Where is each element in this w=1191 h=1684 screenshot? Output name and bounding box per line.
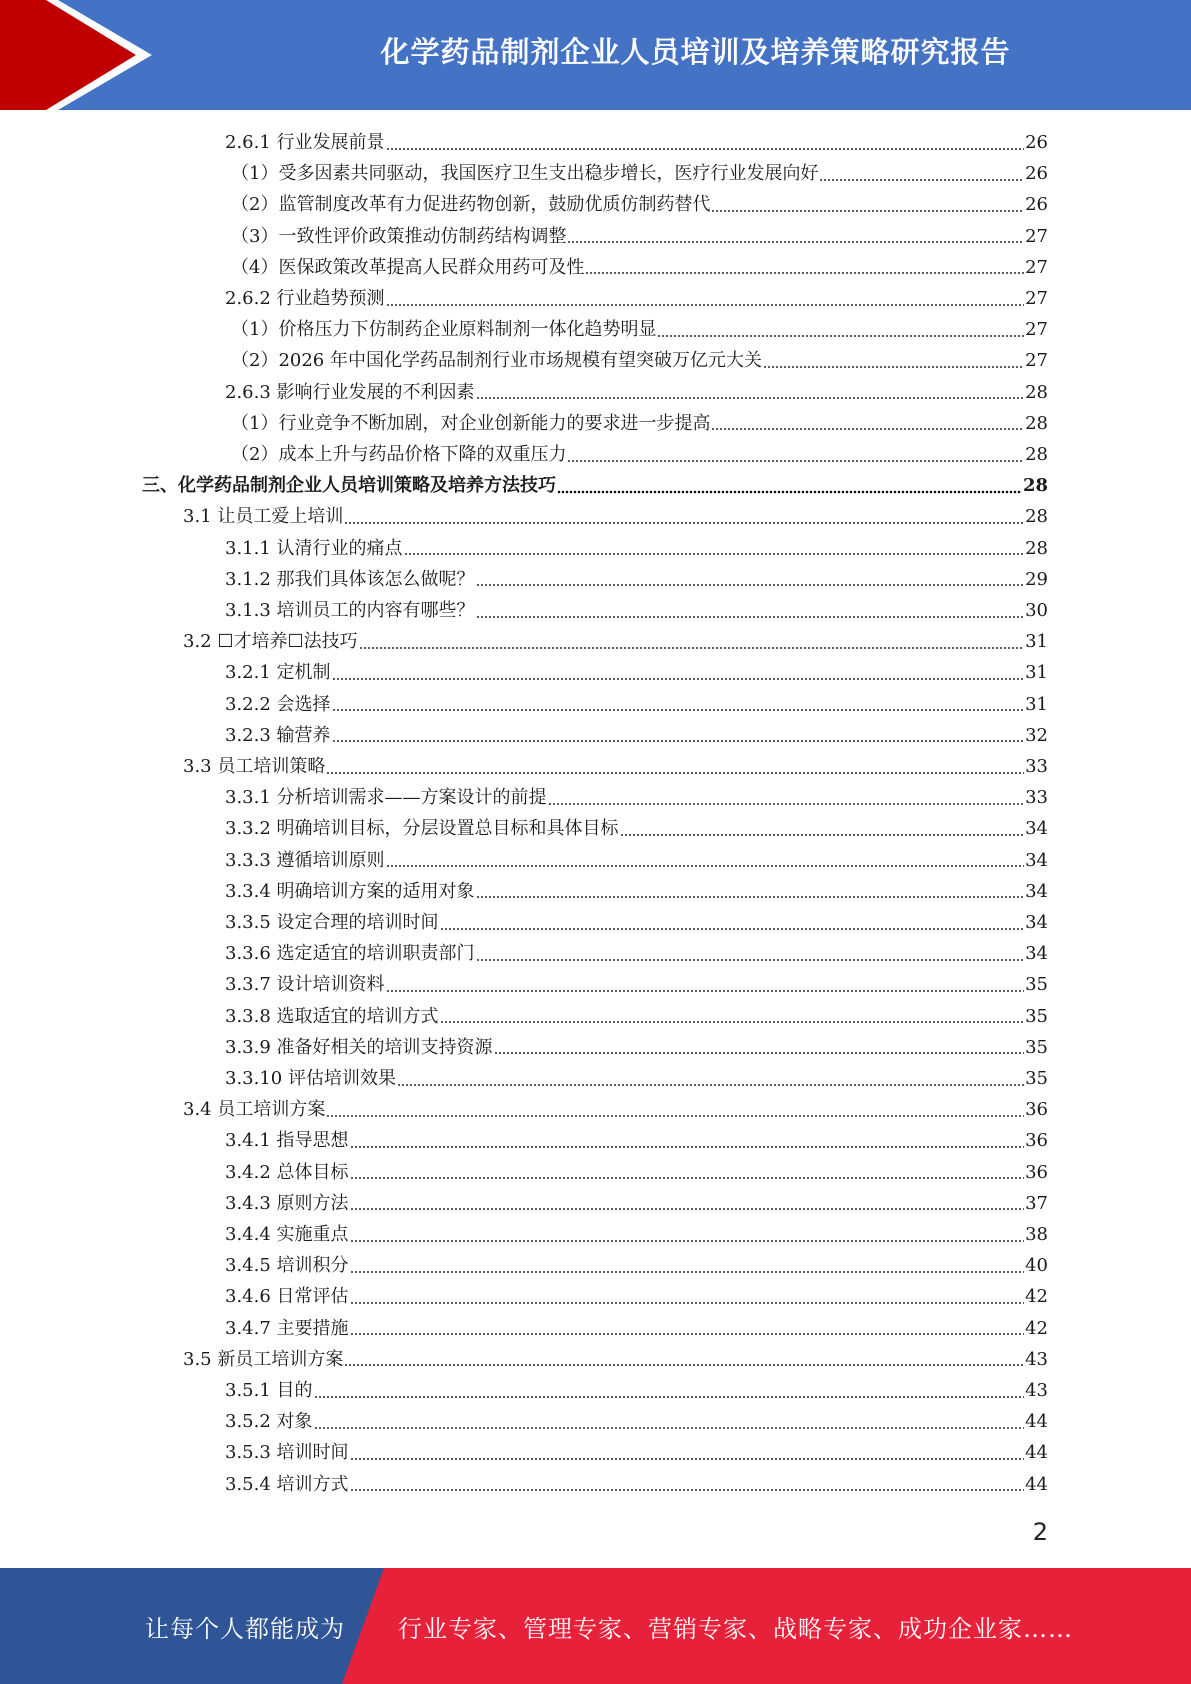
header-banner (0, 0, 1191, 110)
toc-entry-page: 26 (1025, 163, 1048, 185)
toc-entry[interactable] (225, 1250, 1048, 1281)
toc-entry-page: 27 (1025, 288, 1048, 309)
toc-entry-page: 34 (1025, 880, 1048, 902)
toc-entry-title: 3.3.4 明确培训方案的适用对象 (225, 880, 475, 902)
toc-entry[interactable] (231, 314, 1048, 345)
toc-dot-leader (332, 738, 1025, 744)
toc-entry-title: 三、化学药品制剂企业人员培训策略及培养方法技巧 (142, 475, 556, 497)
toc-entry-page: 26 (1025, 132, 1048, 153)
toc-entry-title: 3.1.1 认清行业的痛点 (225, 537, 403, 559)
toc-entry-title: 3.4.6 日常评估 (225, 1286, 349, 1308)
toc-entry[interactable] (231, 408, 1048, 439)
toc-entry-page: 28 (1022, 475, 1048, 497)
toc-entry-page: 34 (1025, 943, 1048, 965)
toc-entry[interactable] (225, 689, 1048, 720)
toc-dot-leader (386, 302, 1025, 308)
toc-entry-title: 3.3.2 明确培训目标，分层设置总目标和具体目标 (225, 818, 619, 840)
toc-dot-leader (344, 520, 1024, 526)
toc-dot-leader (557, 489, 1022, 495)
toc-dot-leader (326, 1113, 1024, 1119)
toc-entry-title: 3.5.2 对象 (225, 1411, 313, 1433)
toc-dot-leader (440, 1019, 1025, 1025)
toc-dot-leader (332, 707, 1025, 713)
toc-dot-leader (350, 1300, 1025, 1306)
toc-dot-leader (494, 1050, 1025, 1056)
toc-entry[interactable] (225, 1437, 1048, 1468)
page-number: 2 (1032, 1518, 1048, 1546)
toc-dot-leader (440, 926, 1025, 932)
toc-entry[interactable] (231, 221, 1048, 252)
toc-entry-page: 28 (1025, 537, 1048, 559)
toc-dot-leader (350, 1238, 1025, 1244)
toc-entry-page: 29 (1025, 568, 1048, 590)
toc-entry-page: 26 (1025, 194, 1048, 216)
toc-entry-page: 27 (1025, 225, 1048, 247)
toc-entry[interactable] (231, 252, 1048, 283)
toc-entry-page: 32 (1025, 724, 1048, 746)
toc-entry-title: 2.6.2 行业趋势预测 (225, 288, 385, 309)
toc-dot-leader (350, 1175, 1025, 1181)
toc-entry-page: 34 (1025, 912, 1048, 933)
toc-entry-title: 3.4.3 原则方法 (225, 1192, 349, 1214)
toc-entry-page: 38 (1025, 1224, 1048, 1245)
toc-entry-page: 36 (1025, 1130, 1048, 1152)
toc-entry[interactable] (225, 1281, 1048, 1312)
toc-dot-leader (567, 239, 1024, 245)
toc-dot-leader (476, 614, 1025, 620)
toc-entry-title: 3.4.7 主要措施 (225, 1317, 349, 1339)
toc-entry-page: 40 (1025, 1255, 1048, 1277)
toc-entry-page: 33 (1025, 787, 1048, 809)
toc-dot-leader (476, 957, 1025, 963)
toc-entry-page: 44 (1025, 1411, 1048, 1433)
toc-dot-leader (386, 146, 1025, 152)
toc-entry[interactable] (225, 657, 1048, 688)
footer-banner (0, 1568, 1191, 1684)
toc-dot-leader (326, 770, 1024, 776)
toc-dot-leader (350, 1331, 1025, 1337)
toc-entry-page: 33 (1025, 756, 1048, 777)
footer-slogan-left: 让每个人都能成为 (145, 1614, 345, 1643)
toc-entry-title: 3.4 员工培训方案 (183, 1099, 326, 1121)
toc-entry-title: （1）行业竞争不断加剧，对企业创新能力的要求进一步提高 (231, 412, 711, 434)
toc-entry-title: 3.3.7 设计培训资料 (225, 974, 385, 996)
toc-entry-title: 3.1.2 那我们具体该怎么做呢？ (225, 568, 475, 590)
toc-dot-leader (332, 676, 1025, 682)
toc-entry[interactable] (225, 907, 1048, 938)
toc-entry-page: 35 (1025, 1068, 1048, 1089)
toc-entry-title: 3.5.4 培训方式 (225, 1473, 349, 1495)
toc-entry-title: 3.4.4 实施重点 (225, 1224, 349, 1245)
toc-entry-title: 3.2.1 定机制 (225, 662, 331, 684)
toc-entry[interactable] (225, 533, 1048, 564)
toc-entry[interactable] (225, 782, 1048, 813)
toc-entry-title: 3.5.1 目的 (225, 1380, 313, 1401)
toc-entry[interactable] (225, 283, 1048, 314)
toc-entry-page: 31 (1025, 631, 1048, 653)
toc-entry[interactable] (225, 1157, 1048, 1188)
toc-entry-page: 42 (1025, 1317, 1048, 1339)
toc-entry[interactable] (225, 1125, 1048, 1156)
toc-entry-page: 28 (1025, 506, 1048, 528)
toc-entry[interactable] (225, 845, 1048, 876)
toc-entry-page: 31 (1025, 693, 1048, 715)
toc-dot-leader (711, 426, 1024, 432)
toc-entry-title: 3.2.2 会选择 (225, 693, 331, 715)
toc-entry-title: 3.4.5 培训积分 (225, 1255, 349, 1277)
toc-dot-leader (386, 988, 1025, 994)
toc-entry-page: 27 (1025, 256, 1048, 278)
toc-entry-title: 3.3.6 选定适宜的培训职责部门 (225, 943, 475, 965)
toc-entry-page: 28 (1025, 412, 1048, 434)
toc-entry-title: 2.6.3 影响行业发展的不利因素 (225, 381, 475, 403)
toc-dot-leader (711, 208, 1024, 214)
toc-entry-title: 3.5 新员工培训方案 (183, 1348, 344, 1370)
toc-entry[interactable] (225, 1375, 1048, 1406)
toc-entry[interactable] (183, 1094, 1048, 1125)
toc-entry[interactable] (225, 595, 1048, 626)
toc-entry-page: 35 (1025, 974, 1048, 996)
toc-entry-page: 37 (1025, 1192, 1048, 1214)
toc-dot-leader (359, 645, 1024, 651)
toc-entry-page: 43 (1025, 1380, 1048, 1401)
toc-entry-page: 34 (1025, 818, 1048, 840)
toc-dot-leader (350, 1269, 1025, 1275)
toc-entry[interactable] (225, 1469, 1048, 1500)
toc-dot-leader (620, 832, 1025, 838)
toc-dot-leader (819, 177, 1024, 183)
toc-dot-leader (350, 1144, 1025, 1150)
toc-dot-leader (548, 801, 1025, 807)
toc-entry[interactable] (142, 470, 1048, 501)
toc-entry[interactable] (225, 1219, 1048, 1250)
toc-entry-page: 31 (1025, 662, 1048, 684)
toc-dot-leader (350, 1456, 1025, 1462)
toc-dot-leader (657, 333, 1024, 339)
toc-dot-leader (763, 364, 1024, 370)
toc-entry-title: 3.3.8 选取适宜的培训方式 (225, 1005, 439, 1027)
toc-entry-page: 44 (1025, 1442, 1048, 1464)
report-title: 化学药品制剂企业人员培训及培养策略研究报告 (380, 34, 1011, 69)
footer-slogan-right: 行业专家、管理专家、营销专家、战略专家、成功企业家…… (398, 1614, 1073, 1643)
toc-entry-title: （3）一致性评价政策推动仿制药结构调整 (231, 225, 567, 247)
toc-entry-page: 27 (1025, 319, 1048, 341)
toc-entry-title: 3.4.2 总体目标 (225, 1161, 349, 1183)
toc-entry[interactable] (183, 1344, 1048, 1375)
toc-entry-page: 42 (1025, 1286, 1048, 1308)
toc-dot-leader (476, 395, 1025, 401)
toc-entry-title: 2.6.1 行业发展前景 (225, 132, 385, 153)
toc-dot-leader (585, 270, 1024, 276)
toc-entry[interactable] (225, 127, 1048, 158)
toc-entry[interactable] (225, 1063, 1048, 1094)
toc-entry[interactable] (225, 1313, 1048, 1344)
toc-entry-page: 27 (1025, 350, 1048, 372)
toc-entry[interactable] (183, 626, 1048, 657)
toc-entry[interactable] (225, 564, 1048, 595)
arrow-chevron-icon (0, 0, 160, 110)
toc-entry-title: 3.3.5 设定合理的培训时间 (225, 912, 439, 933)
toc-entry-title: 3.2 ☐才培养☐法技巧 (183, 631, 358, 653)
toc-entry-page: 28 (1025, 444, 1048, 465)
toc-entry-title: （1）价格压力下仿制药企业原料制剂一体化趋势明显 (231, 319, 657, 341)
toc-entry-page: 44 (1025, 1473, 1048, 1495)
toc-entry-title: （2）成本上升与药品价格下降的双重压力 (231, 444, 567, 465)
toc-entry-title: （1）受多因素共同驱动，我国医疗卫生支出稳步增长，医疗行业发展向好 (231, 163, 819, 185)
toc-dot-leader (476, 894, 1025, 900)
toc-dot-leader (567, 458, 1024, 464)
toc-entry-page: 35 (1025, 1036, 1048, 1058)
toc-entry-title: 3.4.1 指导思想 (225, 1130, 349, 1152)
toc-entry[interactable] (225, 813, 1048, 844)
toc-entry-page: 35 (1025, 1005, 1048, 1027)
toc-entry[interactable] (231, 158, 1048, 189)
toc-dot-leader (344, 1362, 1024, 1368)
toc-dot-leader (350, 1206, 1025, 1212)
toc-dot-leader (476, 582, 1025, 588)
toc-dot-leader (404, 551, 1025, 557)
toc-entry-title: 3.1.3 培训员工的内容有哪些？ (225, 600, 475, 621)
toc-entry-title: （4）医保政策改革提高人民群众用药可及性 (231, 256, 585, 278)
toc-dot-leader (314, 1425, 1025, 1431)
toc-entry[interactable] (231, 189, 1048, 220)
toc-entry[interactable] (225, 1001, 1048, 1032)
toc-entry-page: 36 (1025, 1099, 1048, 1121)
toc-dot-leader (397, 1082, 1024, 1088)
toc-entry[interactable] (225, 1032, 1048, 1063)
toc-entry[interactable] (225, 1406, 1048, 1437)
toc-entry[interactable] (225, 938, 1048, 969)
toc-dot-leader (314, 1394, 1025, 1400)
toc-entry-title: 3.3 员工培训策略 (183, 756, 326, 777)
toc-entry-page: 28 (1025, 381, 1048, 403)
toc-entry[interactable] (183, 751, 1048, 782)
toc-entry-page: 30 (1025, 600, 1048, 621)
toc-entry-title: 3.3.10 评估培训效果 (225, 1068, 396, 1089)
toc-entry-page: 43 (1025, 1348, 1048, 1370)
toc-entry-title: 3.2.3 输营养 (225, 724, 331, 746)
toc-entry[interactable] (225, 720, 1048, 751)
toc-dot-leader (386, 863, 1025, 869)
toc-entry-title: （2）监管制度改革有力促进药物创新，鼓励优质仿制药替代 (231, 194, 711, 216)
toc-entry[interactable] (225, 876, 1048, 907)
toc-entry-title: 3.5.3 培训时间 (225, 1442, 349, 1464)
toc-entry-title: 3.3.3 遵循培训原则 (225, 849, 385, 871)
toc-entry[interactable] (231, 439, 1048, 470)
toc-entry[interactable] (183, 501, 1048, 532)
toc-entry-title: （2）2026 年中国化学药品制剂行业市场规模有望突破万亿元大关 (231, 350, 762, 372)
toc-entry-page: 34 (1025, 849, 1048, 871)
toc-entry[interactable] (225, 969, 1048, 1000)
toc-entry-title: 3.3.9 准备好相关的培训支持资源 (225, 1036, 493, 1058)
toc-entry[interactable] (225, 377, 1048, 408)
toc-dot-leader (350, 1487, 1025, 1493)
toc-entry-page: 36 (1025, 1161, 1048, 1183)
toc-entry-title: 3.3.1 分析培训需求——方案设计的前提 (225, 787, 547, 809)
toc-entry[interactable] (231, 345, 1048, 376)
toc-entry-title: 3.1 让员工爱上培训 (183, 506, 344, 528)
toc-entry[interactable] (225, 1188, 1048, 1219)
